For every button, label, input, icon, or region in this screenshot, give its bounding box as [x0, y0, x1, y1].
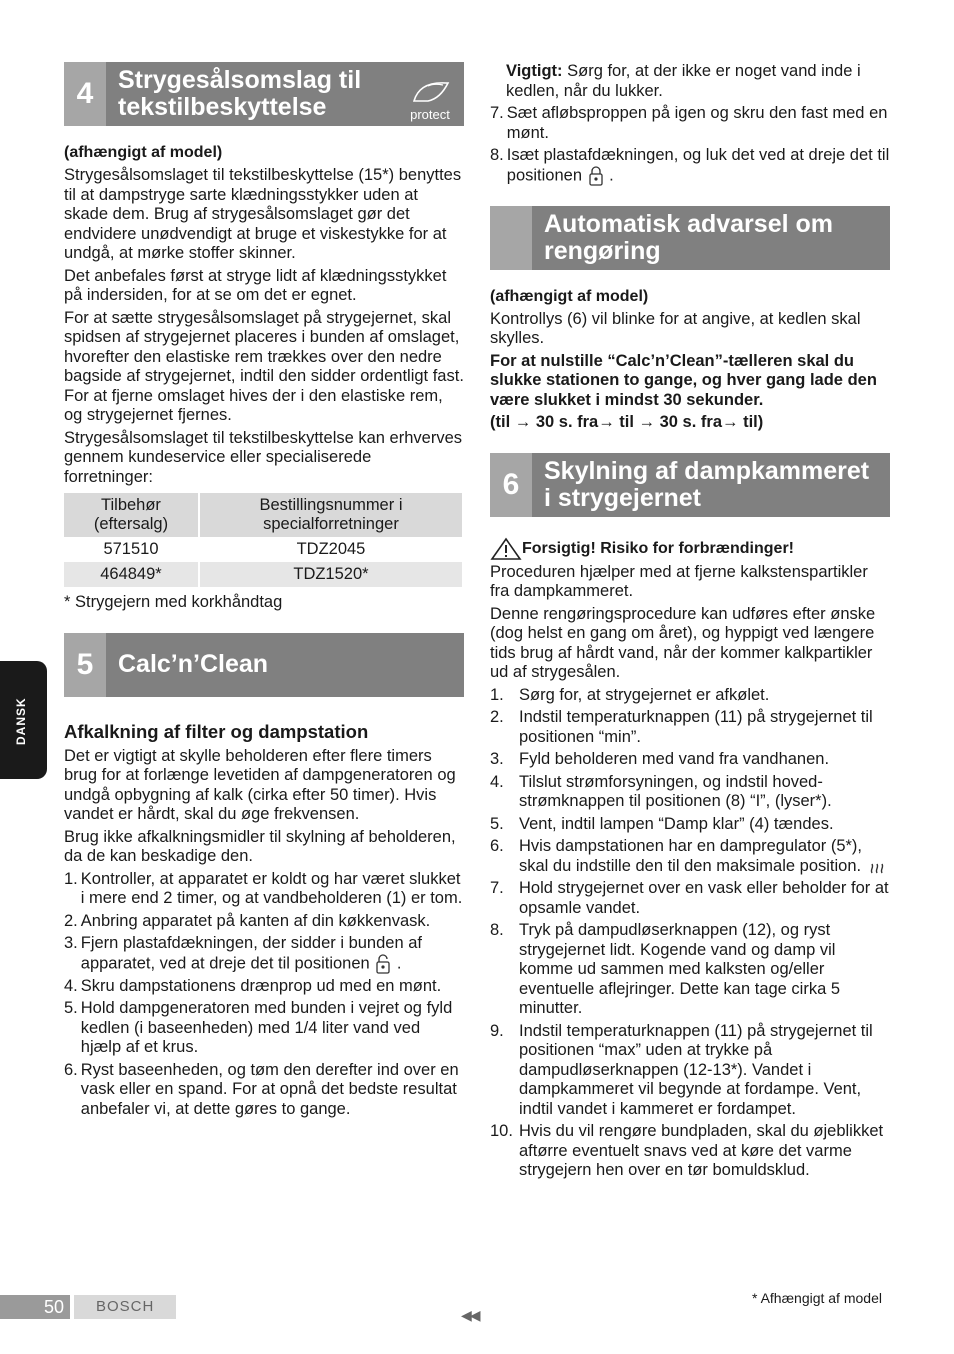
steps-list: [64, 870, 464, 1120]
model-note: (afhængigt af model): [64, 144, 223, 161]
list-item: 6. Ryst baseenheden, og tøm den derefter ind over en vask eller en spand. For at opnå det bedste resultat anbefaler vi, at dette gøres to gange.: [64, 1060, 459, 1118]
left-column: [64, 62, 464, 1122]
list-item: 4. Skru dampstationens drænprop ud med en mønt.: [64, 976, 442, 995]
section-title: Calc’n’Clean: [118, 649, 269, 678]
sequence-text: (til → 30 s. fra→ til → 30 s. fra→ til): [490, 413, 764, 431]
important-note: Vigtigt: Sørg for, at der ikke er noget vand inde i kedlen, når du lukker.: [506, 62, 861, 100]
model-note: (afhængigt af model): [490, 287, 649, 305]
auto-warning-header: [490, 206, 890, 270]
page-number: 50: [0, 1295, 70, 1319]
table-cell: 464849*: [64, 562, 199, 587]
list-item: 7. Sæt afløbsproppen på igen og skru den fast med en mønt.: [490, 104, 888, 142]
paragraph: Det er vigtigt at skylle beholderen efter flere timers brug for at forlænge levetiden af dampgeneratoren og undgå opbygning af kalk (cirka efter 50 timer). Hvis vandet er hårdt, skal du øge frekvensen.: [64, 746, 456, 823]
list-item: 8. Tryk på dampudløserknappen (12), og ryst strygejernet lidt. Kogende vand og damp vil komme ud sammen med kalksten og/eller eventuelle aflejringer. Dette kan tage cirka 5 minutter.: [490, 921, 841, 1017]
list-item: 9. Indstil temperaturknappen (11) på strygejernet til positionen “max” uden at trykke på dampudløserknappen (12-13*). Vandet i dampkammeret vil begynde at fordampe. Vent, indtil vandet i kammeret er fordampet.: [490, 1021, 873, 1118]
section-number: 4: [64, 62, 106, 126]
section-6-header: [490, 453, 890, 517]
list-item: 3. Fjern plastafdækningen, der sidder i bunden af apparatet, ved at dreje det til positionen .: [64, 934, 422, 972]
table-header: Tilbehør (eftersalg): [64, 493, 199, 537]
section-5-header: [64, 633, 464, 697]
section-number: 5: [64, 633, 106, 697]
right-column: [490, 62, 890, 1184]
footer-note: * Afhængigt af model: [752, 1290, 882, 1306]
section-4-header: [64, 62, 464, 126]
paragraph: For at sætte strygesålsomslaget på strygejernet, skal spidsen af strygejernet placeres i bunden af omslaget, hvorefter den elastiske rem trækkes over den nedre bagside af strygejernet, indtil den sidder ordentligt fast. For at fjerne omslaget hives der i den elastiske rem, og strygejernet fjernes.: [64, 308, 464, 424]
list-item: 2. Indstil temperaturknappen (11) på strygejernet til positionen “min”.: [490, 708, 873, 746]
table-row: [64, 562, 463, 587]
section-number: 6: [490, 453, 532, 517]
table-cell: 571510: [64, 537, 199, 562]
list-item: 1. Sørg for, at strygejernet er afkølet.: [490, 685, 770, 704]
max-steam-icon: [868, 857, 886, 875]
table-cell: TDZ2045: [199, 537, 463, 562]
list-item: 5. Hold dampgeneratoren med bunden i vejret og fyld kedlen (i baseenheden) med 1/4 liter vand ved hjælp af et krus.: [64, 999, 453, 1056]
list-item: 5. Vent, indtil lampen “Damp klar” (4) tændes.: [490, 814, 834, 833]
list-item: 8. Isæt plastafdækningen, og luk det ved at dreje det til positionen .: [490, 146, 890, 184]
language-tab: DANSK: [0, 661, 47, 779]
accessory-table: [64, 493, 464, 587]
list-item: 6. Hvis dampstationen har en dampregulator (5*), skal du indstille den til den maksimale position.: [490, 837, 890, 876]
steps-list: [490, 686, 890, 1181]
list-item: 1. Kontroller, at apparatet er koldt og har været slukket i mere end 2 timer, og at vandbeholderen (1) er tom.: [64, 869, 463, 907]
list-item: 3. Fyld beholderen med vand fra vandhanen.: [490, 750, 830, 768]
section-title: Automatisk advarsel om rengøring: [544, 209, 833, 265]
subheading: Afkalkning af filter og dampstation: [64, 720, 369, 742]
paragraph: Strygesålsomslaget til tekstilbeskyttelse (15*) benyttes til at dampstryge sarte klædningsstykker uden at skade dem. Brug af strygesålsomslaget gør det endvidere unødvendigt at bruge et viskestykke for at undgå, at mørke stoffer skinner.: [64, 166, 462, 262]
lock-position-icon: [589, 166, 603, 186]
brand-label: BOSCH: [74, 1295, 176, 1319]
list-item: 7. Hold strygejernet over en vask eller beholder for at opsamle vandet.: [490, 879, 889, 917]
paragraph: Brug ikke afkalkningsmidler til skylning af beholderen, da de kan beskadige den.: [64, 827, 456, 865]
protect-badge: [400, 62, 464, 126]
iron-icon: [408, 79, 452, 105]
list-item: 4. Tilslut strømforsyningen, og indstil hoved-strømknappen til positionen (8) “I”, (lyser*).: [490, 772, 832, 810]
footnote: * Strygejern med korkhåndtag: [64, 593, 283, 611]
section-number-blank: [490, 206, 532, 270]
table-row: [64, 537, 463, 562]
list-item: 2. Anbring apparatet på kanten af din køkkenvask.: [64, 911, 431, 930]
paragraph: Kontrollys (6) vil blinke for at angive, at kedlen skal skylles.: [490, 309, 861, 347]
table-cell: TDZ1520*: [199, 562, 463, 587]
paragraph: Denne rengøringsprocedure kan udføres efter ønske (dog helst en gang om året), og hyppigt ved længere tids brug af hårdt vand, når der kommer kalkpartikler ud af strygesålen.: [490, 604, 876, 681]
table-header: Bestillingsnummer i specialforretninger: [199, 493, 463, 537]
list-item: 10. Hvis du vil rengøre bundpladen, skal du øjeblikket aftørre eventuelt snavs ved at køre det varme strygejern hen over en tør bomuldsklud.: [490, 1122, 884, 1179]
steps-list-continued: [490, 104, 890, 186]
paragraph-bold: For at nulstille “Calc’n’Clean”-tælleren skal du slukke stationen to gange, og hver gang lade den være slukket i mindst 30 sekunder.: [490, 351, 877, 409]
section-title: Skylning af dampkammeret i strygejernet: [544, 456, 870, 512]
section-title: Strygesålsomslag til tekstilbeskyttelse: [118, 66, 362, 121]
warning: Forsigtig! Risiko for forbrændinger!: [490, 537, 890, 561]
paragraph: Strygesålsomslaget til tekstilbeskyttelse kan erhverves gennem kundeservice eller specialiserede forretninger:: [64, 428, 462, 486]
paragraph: Det anbefales først at stryge lidt af klædningsstykket på indersiden, for at se om det er egnet.: [64, 266, 447, 304]
nav-arrows-icon[interactable]: ◀◀: [461, 1307, 479, 1323]
warning-triangle-icon: [490, 537, 522, 561]
protect-label: protect: [410, 107, 450, 122]
paragraph: Proceduren hjælper med at fjerne kalkstenspartikler fra dampkammeret.: [490, 562, 868, 600]
unlock-position-icon: [376, 954, 390, 974]
